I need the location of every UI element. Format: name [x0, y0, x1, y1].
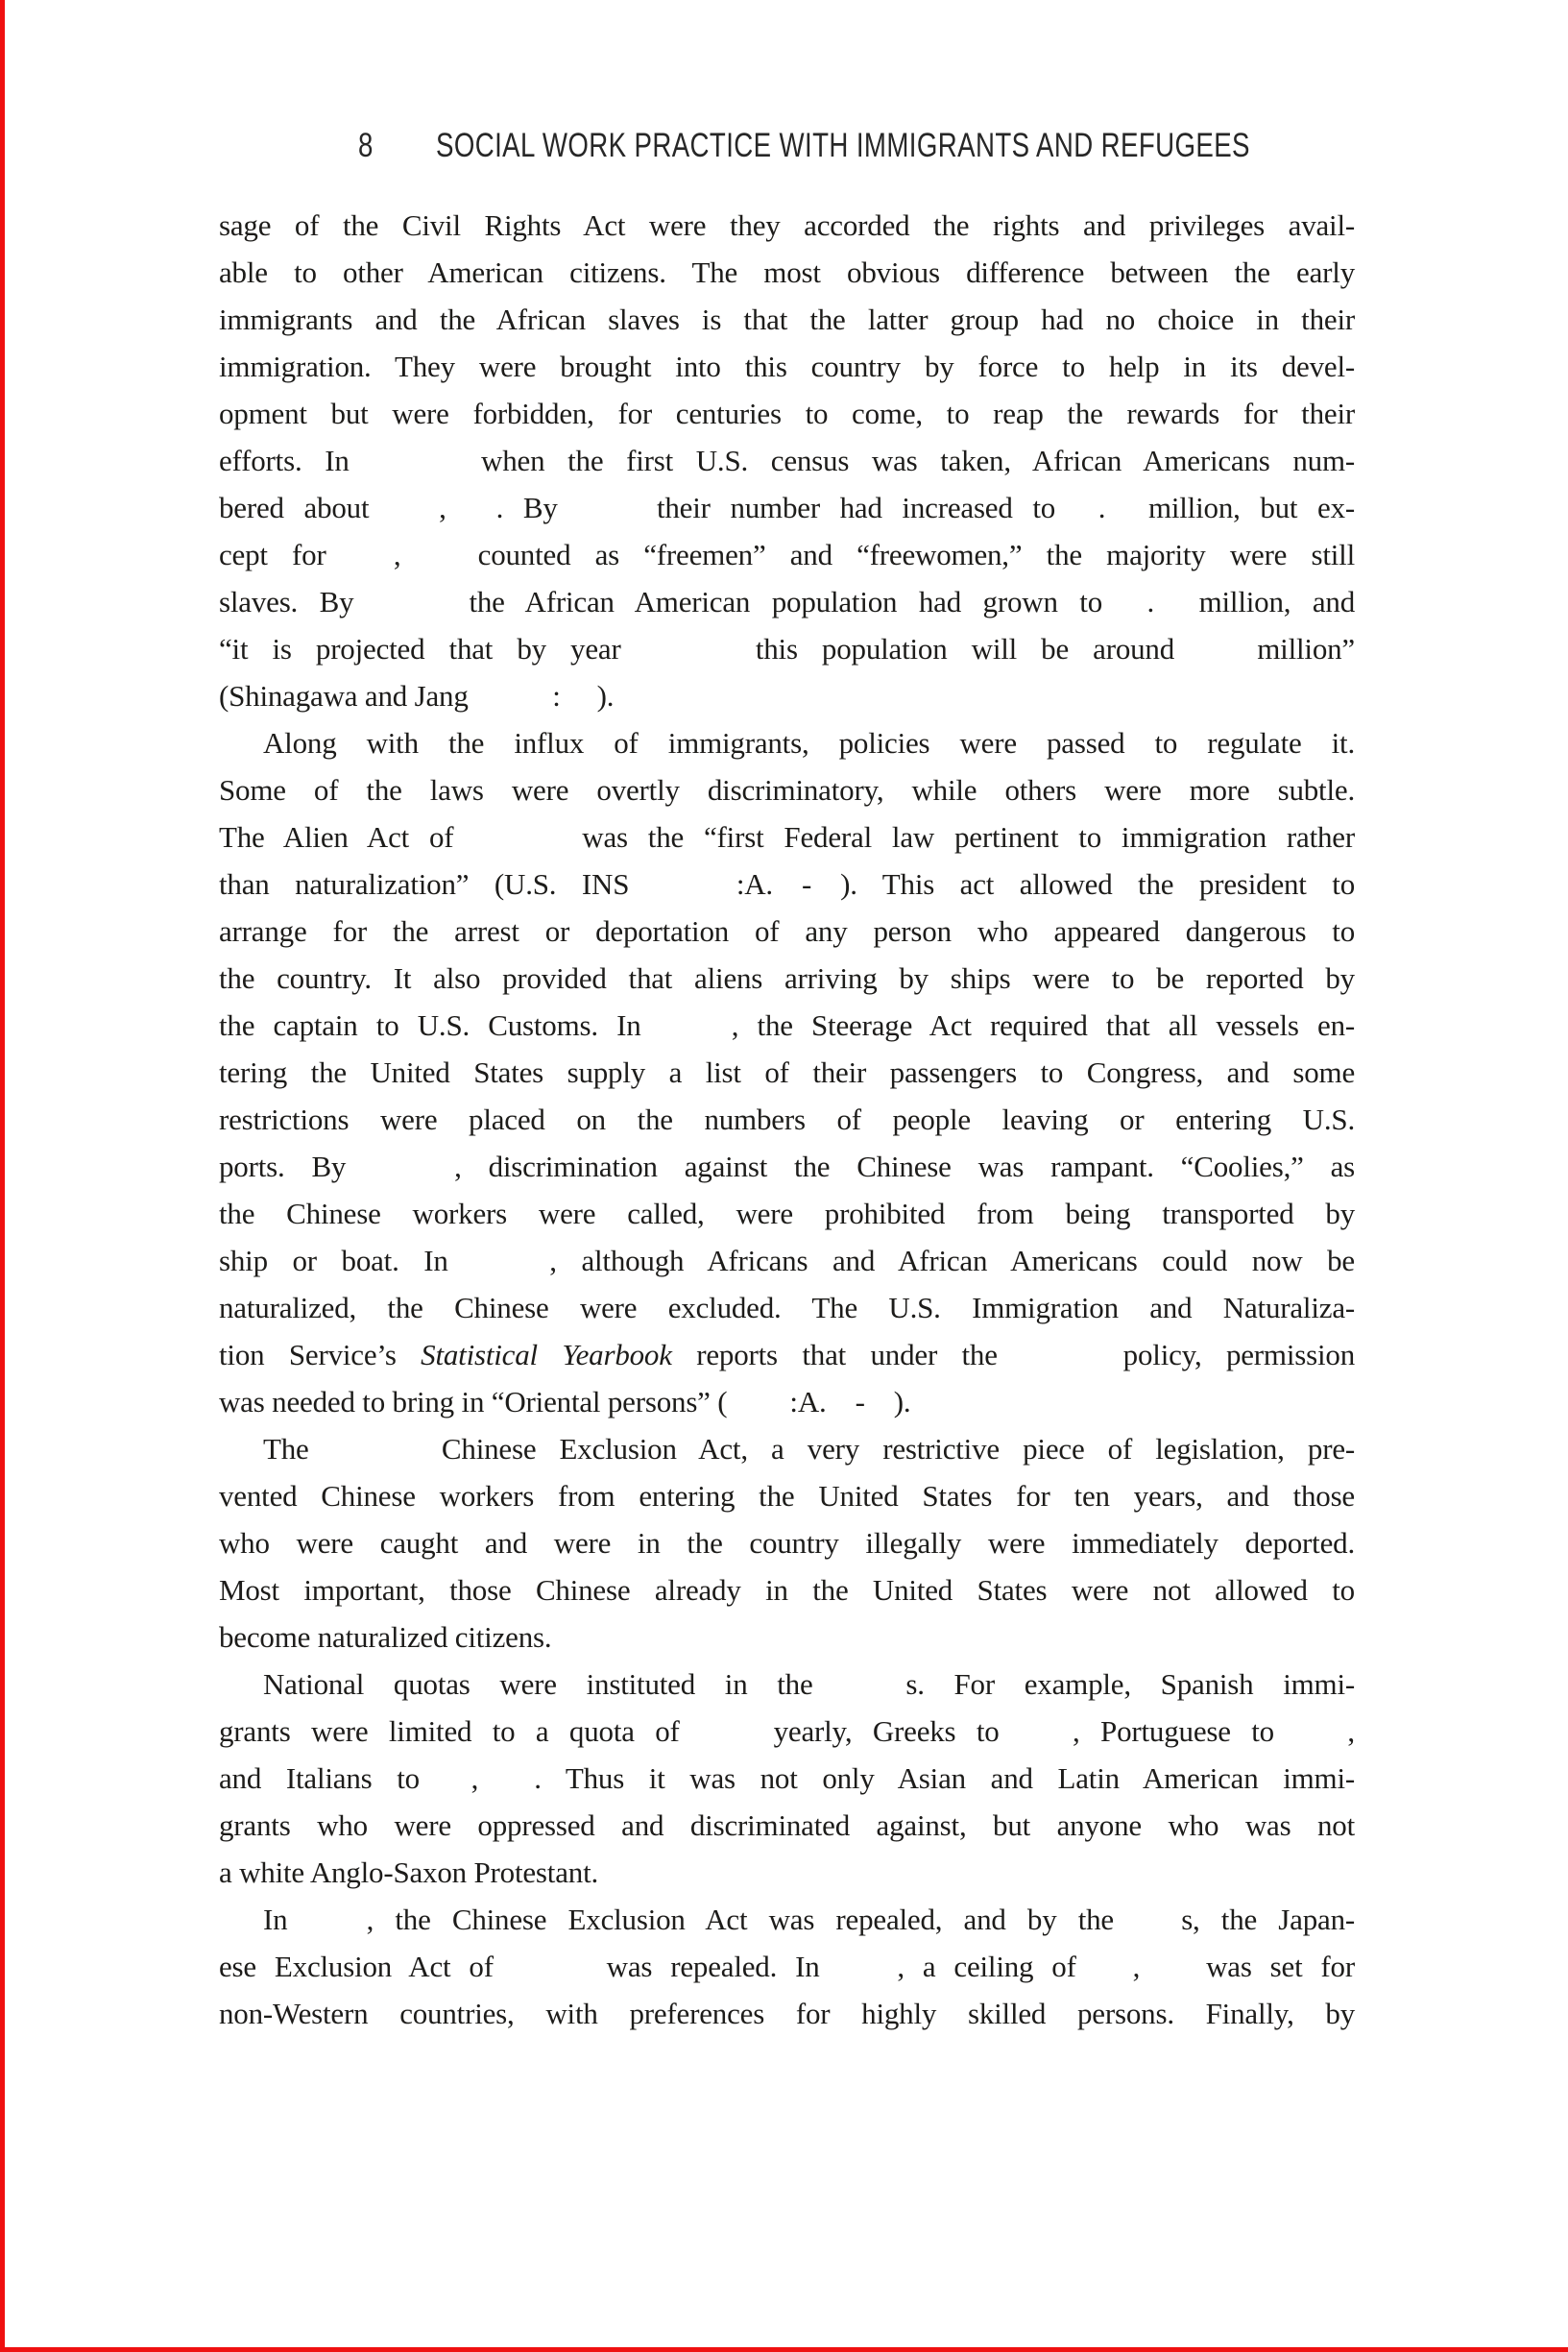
text-segment: when the first U.S. census was taken, African Americans num- — [458, 444, 1355, 477]
text-segment: :A. — [789, 1385, 827, 1418]
text-segment: ese Exclusion Act of — [219, 1950, 512, 1983]
redacted-number-gap — [389, 517, 439, 518]
text-segment: Along with the influx of immigrants, policies were passed to regulate it. — [263, 726, 1355, 760]
text-segment: , — [1347, 1714, 1355, 1748]
body-line — [219, 1896, 1355, 1943]
body-line — [219, 296, 1355, 343]
text-segment: :A. — [736, 867, 773, 901]
body-line — [219, 861, 1355, 908]
text-segment: arrange for the arrest or deportation of any person who appeared dangerous to — [219, 914, 1355, 948]
redacted-number-gap — [350, 564, 394, 565]
text-segment: , — [439, 491, 446, 524]
page-number: 8 — [358, 127, 374, 164]
body-line — [219, 719, 1355, 766]
redacted-number-gap — [446, 517, 496, 518]
redacted-number-gap — [1020, 1740, 1073, 1741]
text-segment: The Alien Act of — [219, 820, 474, 854]
body-line — [219, 202, 1355, 249]
text-segment: , Portuguese to — [1073, 1714, 1295, 1748]
body-line — [219, 1049, 1355, 1096]
text-segment: ). — [596, 679, 615, 713]
text-segment: become naturalized citizens. — [219, 1620, 552, 1654]
text-segment: , although Africans and African Americans could now be — [549, 1244, 1355, 1277]
text-segment: slaves. By — [219, 585, 375, 618]
body-line — [219, 249, 1355, 296]
redacted-number-gap — [773, 893, 802, 894]
redacted-number-gap — [655, 893, 736, 894]
body-line — [219, 1378, 1355, 1425]
text-segment: - — [855, 1385, 865, 1418]
redacted-number-gap — [561, 705, 597, 706]
text-segment: this population will be around — [731, 632, 1199, 666]
text-segment: bered about — [219, 491, 390, 524]
text-segment: , — [393, 538, 401, 571]
body-line — [219, 1425, 1355, 1472]
text-segment: the Chinese workers were called, were prohibited from being transported by — [219, 1197, 1355, 1230]
redacted-number-gap — [1198, 658, 1233, 659]
text-segment: was needed to bring in “Oriental persons” ( — [219, 1385, 728, 1418]
text-segment: and Italians to — [219, 1761, 445, 1795]
text-segment: ). — [893, 1385, 911, 1418]
text-segment: , discrimination against the Chinese was rampant. “Coolies,” as — [454, 1150, 1355, 1183]
text-segment: was set for — [1188, 1950, 1355, 1983]
text-segment: : — [552, 679, 561, 713]
body-line — [219, 343, 1355, 390]
redacted-number-gap — [472, 1270, 549, 1271]
redacted-number-gap — [332, 1458, 419, 1459]
body-line — [219, 672, 1355, 719]
text-segment: , the Chinese Exclusion Act was repealed, and by the — [366, 1903, 1136, 1936]
text-segment: - — [801, 867, 812, 901]
text-segment: than naturalization” (U.S. INS — [219, 867, 655, 901]
redacted-number-gap — [400, 564, 453, 565]
body-line — [219, 1943, 1355, 1990]
body-line — [219, 908, 1355, 955]
redacted-number-gap — [473, 846, 562, 847]
body-line — [219, 1849, 1355, 1896]
text-segment: , — [1132, 1950, 1141, 1983]
text-segment: In — [263, 1903, 309, 1936]
body-line — [219, 813, 1355, 861]
text-segment: immigrants and the African slaves is that the latter group had no choice in their — [219, 303, 1355, 336]
redacted-number-gap — [1294, 1740, 1347, 1741]
body-line — [219, 1613, 1355, 1661]
body-line — [219, 1708, 1355, 1755]
text-segment: , the Steerage Act required that all vessels en- — [731, 1008, 1355, 1042]
body-line — [219, 484, 1355, 531]
redacted-number-gap — [478, 1787, 534, 1788]
body-line — [219, 1284, 1355, 1331]
body-line — [219, 1331, 1355, 1378]
text-segment: ). This act allowed the president to — [840, 867, 1355, 901]
text-segment: policy, permission — [1098, 1338, 1355, 1371]
text-segment: National quotas were instituted in the — [263, 1667, 843, 1701]
running-head — [358, 127, 1467, 165]
text-segment: opment but were forbidden, for centuries to come, to reap the rewards for their — [219, 397, 1355, 430]
text-segment: naturalized, the Chinese were excluded. The U.S. Immigration and Naturaliza- — [219, 1291, 1355, 1324]
text-segment: Chinese Exclusion Act, a very restrictive piece of legislation, pre- — [418, 1432, 1355, 1466]
body-line — [219, 1802, 1355, 1849]
redacted-number-gap — [1105, 517, 1128, 518]
redacted-number-gap — [1154, 611, 1177, 612]
text-segment: s, the Japan- — [1181, 1903, 1355, 1936]
text-segment: grants who were oppressed and discriminated against, but anyone who was not — [219, 1808, 1355, 1842]
text-segment: tion Service’s — [219, 1338, 422, 1371]
redacted-number-gap — [577, 517, 637, 518]
text-segment: million, and — [1177, 585, 1355, 618]
redacted-number-gap — [842, 1693, 905, 1694]
text-segment: the African American population had grown to — [446, 585, 1124, 618]
text-segment: . By — [495, 491, 578, 524]
redacted-number-gap — [645, 658, 732, 659]
text-segment: . — [1146, 585, 1155, 618]
redacted-number-gap — [1075, 517, 1098, 518]
body-line — [219, 766, 1355, 813]
text-segment: ship or boat. In — [219, 1244, 473, 1277]
body-line — [219, 1566, 1355, 1613]
text-segment: . Thus it was not only Asian and Latin American immi- — [534, 1761, 1356, 1795]
redacted-number-gap — [865, 1411, 894, 1412]
text-segment: , a ceiling of — [897, 1950, 1095, 1983]
redacted-number-gap — [372, 470, 458, 471]
text-segment: cept for — [219, 538, 350, 571]
page-edge-line-bottom — [0, 2347, 1568, 2352]
text-segment: restrictions were placed on the numbers of people leaving or entering U.S. — [219, 1103, 1355, 1136]
text-segment: non-Western countries, with preferences for highly skilled persons. Finally, by — [219, 1997, 1355, 2030]
redacted-number-gap — [700, 1740, 753, 1741]
body-line — [219, 1472, 1355, 1519]
body-line — [219, 1143, 1355, 1190]
text-segment: the captain to U.S. Customs. In — [219, 1008, 660, 1042]
text-segment: “it is projected that by year — [219, 632, 645, 666]
text-segment: (Shinagawa and Jang — [219, 679, 476, 713]
text-segment: Statistical Yearbook — [421, 1338, 672, 1371]
text-segment: yearly, Greeks to — [753, 1714, 1021, 1748]
redacted-number-gap — [1124, 611, 1147, 612]
redacted-number-gap — [375, 611, 447, 612]
text-segment: sage of the Civil Rights Act were they accorded the rights and privileges avail- — [219, 208, 1355, 242]
redacted-number-gap — [727, 1411, 789, 1412]
redacted-number-gap — [445, 1787, 471, 1788]
text-segment: The — [263, 1432, 332, 1466]
body-line — [219, 578, 1355, 625]
text-segment: tering the United States supply a list of their passengers to Congress, and some — [219, 1055, 1355, 1089]
body-line — [219, 437, 1355, 484]
text-segment: was repealed. In — [588, 1950, 838, 1983]
text-segment: counted as “freemen” and “freewomen,” the majority were still — [453, 538, 1355, 571]
running-title: SOCIAL WORK PRACTICE WITH IMMIGRANTS AND REFUGEES — [436, 127, 1251, 164]
text-segment: their number had increased to — [637, 491, 1075, 524]
body-line — [219, 1002, 1355, 1049]
redacted-number-gap — [1135, 1928, 1181, 1929]
text-segment: able to other American citizens. The most obvious difference between the early — [219, 255, 1355, 289]
body-line — [219, 1096, 1355, 1143]
redacted-number-gap — [1022, 1364, 1098, 1365]
body-text — [219, 202, 1355, 2037]
body-line — [219, 1237, 1355, 1284]
text-segment: efforts. In — [219, 444, 373, 477]
text-segment: the country. It also provided that aliens arriving by ships were to be reported by — [219, 961, 1355, 995]
text-segment: ports. By — [219, 1150, 374, 1183]
text-segment: grants were limited to a quota of — [219, 1714, 701, 1748]
body-line — [219, 531, 1355, 578]
text-segment: immigration. They were brought into this country by force to help in its devel- — [219, 350, 1355, 383]
redacted-number-gap — [309, 1928, 367, 1929]
text-segment: Some of the laws were overtly discriminatory, while others were more subtle. — [219, 773, 1355, 807]
body-line — [219, 1990, 1355, 2037]
page-edge-line-left — [0, 0, 5, 2352]
body-line — [219, 625, 1355, 672]
text-segment: vented Chinese workers from entering the United States for ten years, and those — [219, 1479, 1355, 1513]
redacted-number-gap — [811, 893, 840, 894]
text-segment: was the “first Federal law pertinent to immigration rather — [562, 820, 1355, 854]
body-line — [219, 1190, 1355, 1237]
redacted-number-gap — [475, 705, 552, 706]
body-line — [219, 955, 1355, 1002]
text-segment: . — [1098, 491, 1106, 524]
text-segment: million, but ex- — [1128, 491, 1355, 524]
text-segment: million” — [1233, 632, 1355, 666]
redacted-number-gap — [660, 1034, 732, 1035]
body-line — [219, 390, 1355, 437]
text-segment: Most important, those Chinese already in the United States were not allowed to — [219, 1573, 1355, 1607]
text-segment: who were caught and were in the country illegally were immediately deported. — [219, 1526, 1355, 1560]
text-segment: a white Anglo-Saxon Protestant. — [219, 1855, 599, 1889]
redacted-number-gap — [827, 1411, 856, 1412]
body-line — [219, 1519, 1355, 1566]
text-segment: reports that under the — [671, 1338, 1023, 1371]
body-line — [219, 1661, 1355, 1708]
text-segment: , — [470, 1761, 479, 1795]
body-line — [219, 1755, 1355, 1802]
text-segment: s. For example, Spanish immi- — [905, 1667, 1355, 1701]
